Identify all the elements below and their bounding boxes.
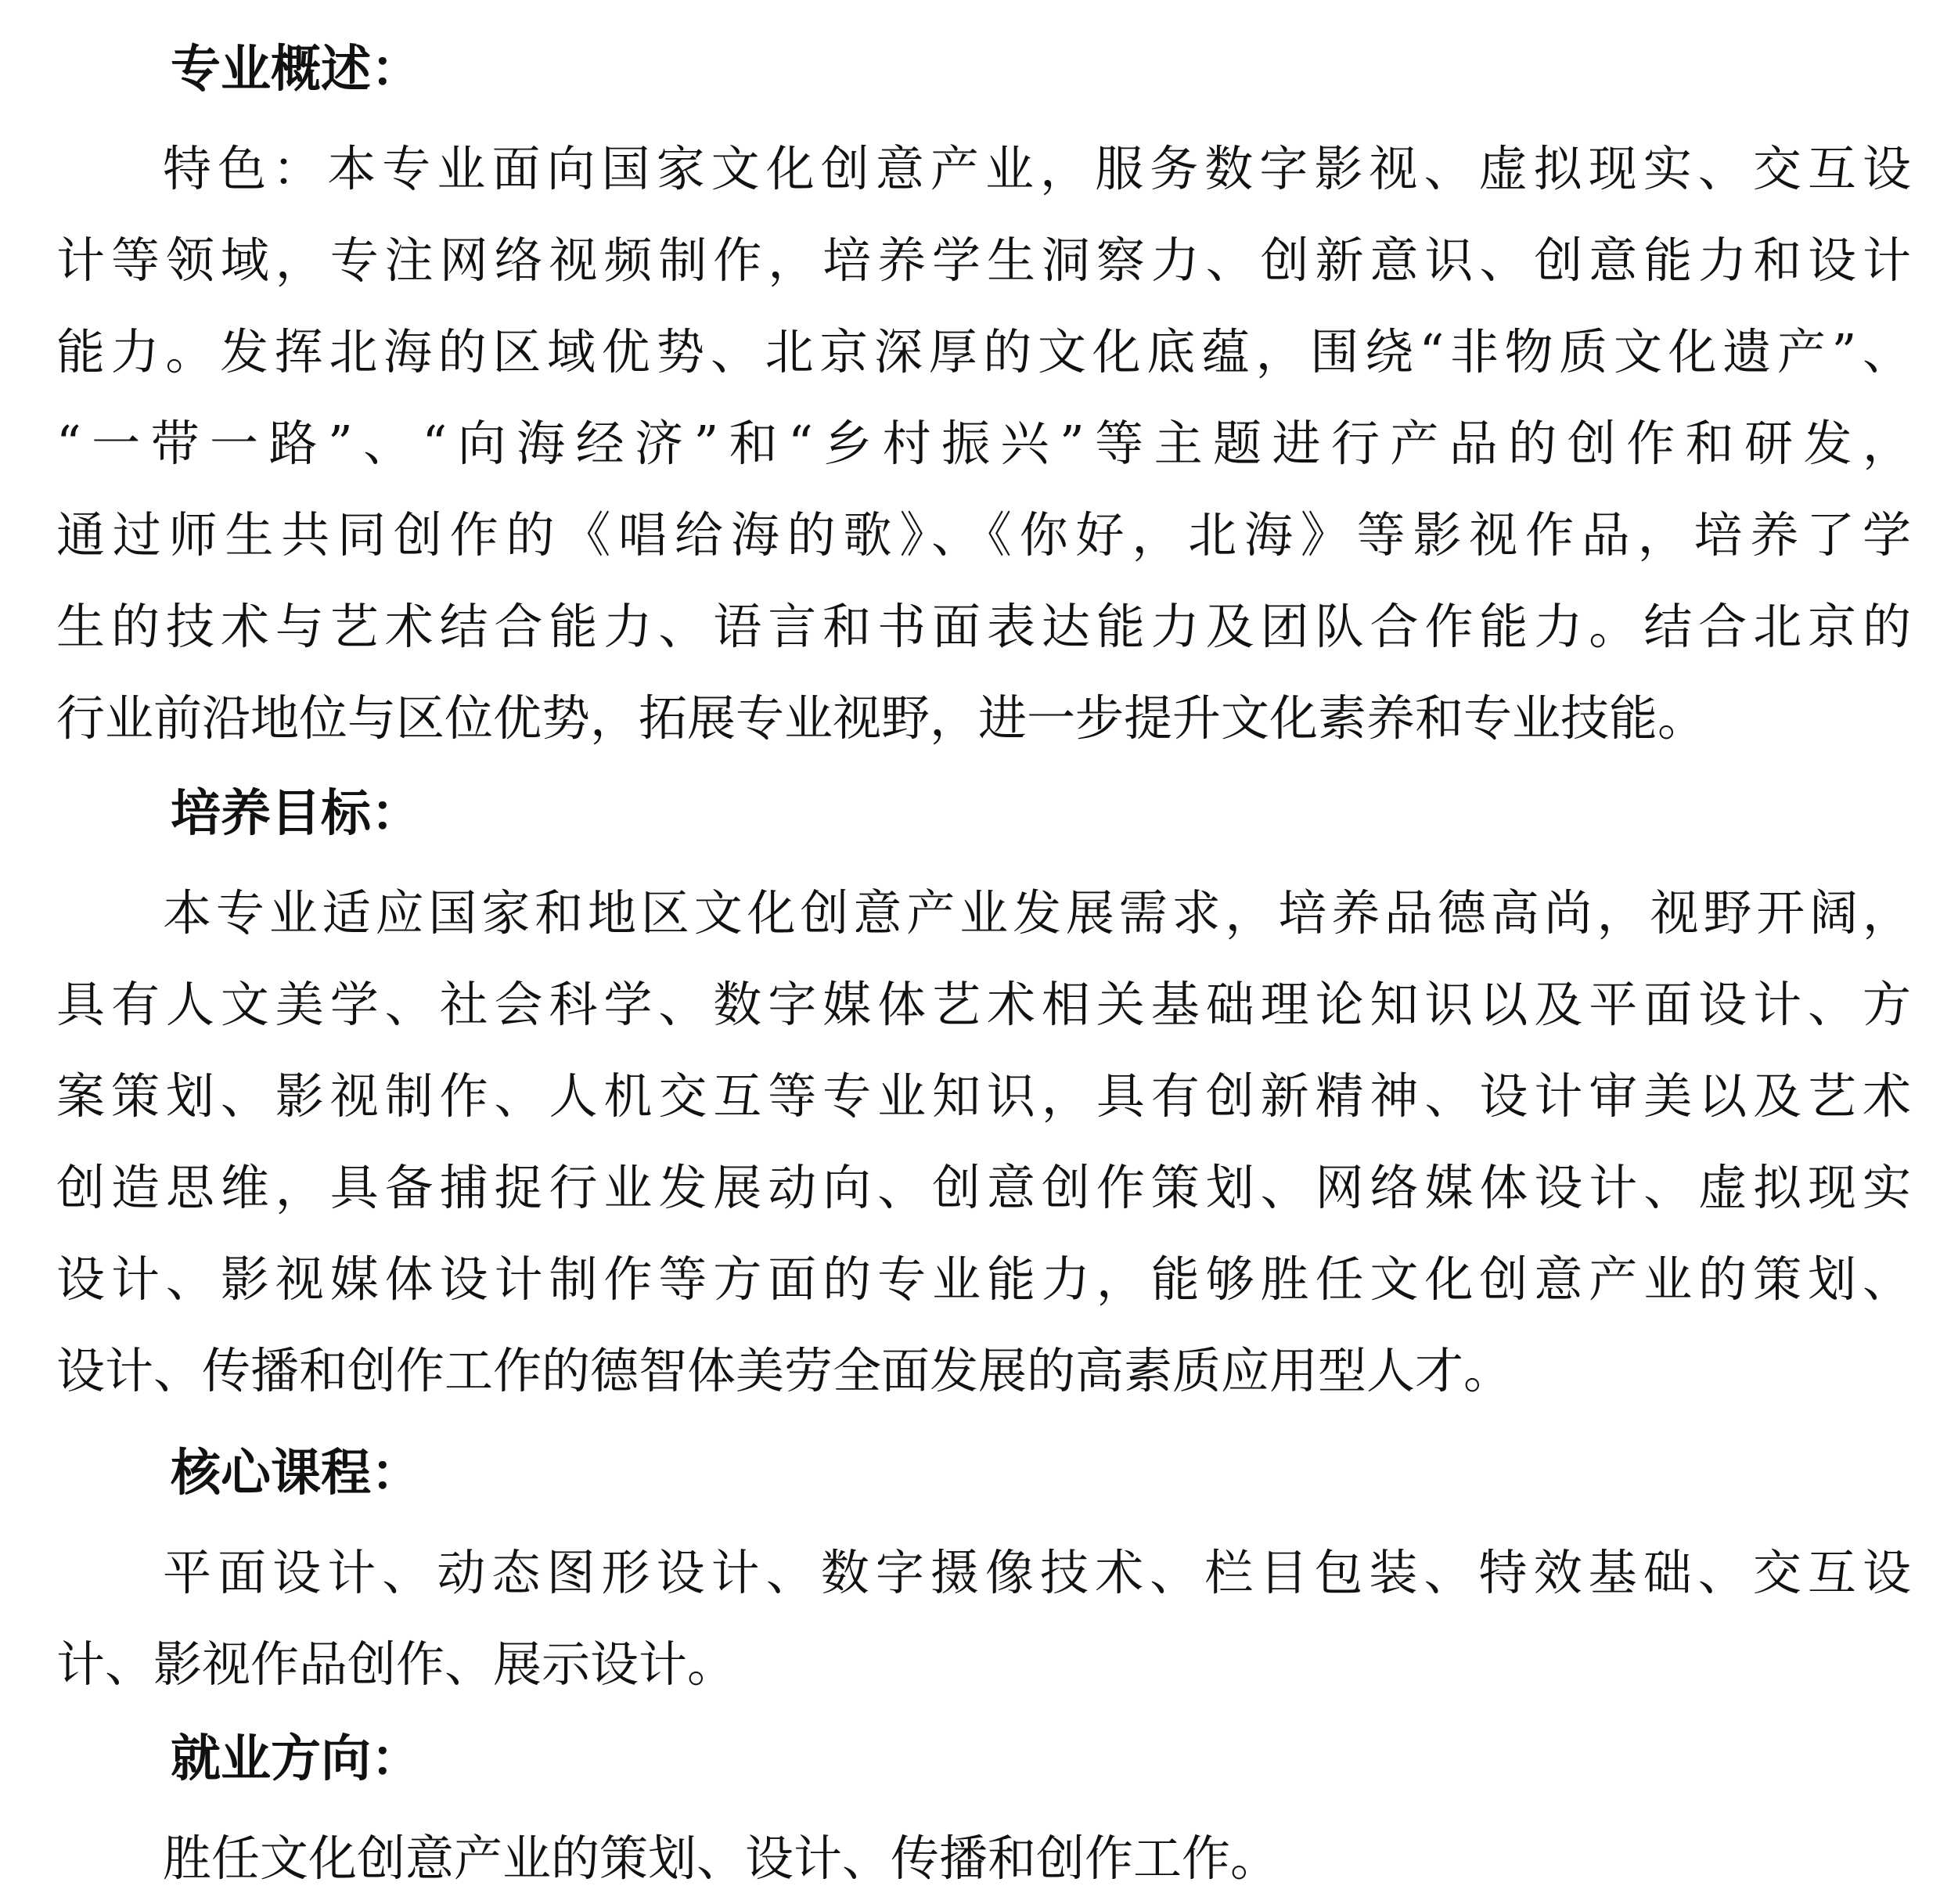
paragraph-line: 能力。发挥北海的区域优势、北京深厚的文化底蕴，围绕“非物质文化遗产”、 — [56, 323, 1911, 380]
paragraph-line: 计、影视作品创作、展示设计。 — [56, 1636, 736, 1693]
paragraph-line: 设计、传播和创作工作的德智体美劳全面发展的高素质应用型人才。 — [56, 1342, 1513, 1399]
paragraph-line: 通过师生共同创作的《唱给海的歌》、《你好，北海》等影视作品，培养了学 — [56, 506, 1911, 563]
paragraph-line: 具有人文美学、社会科学、数字媒体艺术相关基础理论知识以及平面设计、方 — [56, 976, 1911, 1033]
paragraph-line: 本专业适应国家和地区文化创意产业发展需求，培养品德高尚，视野开阔， — [163, 884, 1911, 941]
paragraph-line: 特色：本专业面向国家文化创意产业，服务数字影视、虚拟现实、交互设 — [163, 140, 1911, 197]
section-heading-career: 就业方向： — [171, 1730, 421, 1788]
section-heading-overview: 专业概述： — [171, 41, 421, 99]
section-heading-objectives: 培养目标： — [171, 785, 421, 843]
paragraph-line: 生的技术与艺术结合能力、语言和书面表达能力及团队合作能力。结合北京的 — [56, 598, 1911, 655]
paragraph-line: 设计、影视媒体设计制作等方面的专业能力，能够胜任文化创意产业的策划、 — [56, 1251, 1911, 1308]
paragraph-line: 胜任文化创意产业的策划、设计、传播和创作工作。 — [163, 1830, 1280, 1887]
paragraph-line: 案策划、影视制作、人机交互等专业知识，具有创新精神、设计审美以及艺术 — [56, 1067, 1911, 1125]
paragraph-line: 行业前沿地位与区位优势，拓展专业视野，进一步提升文化素养和专业技能。 — [56, 689, 1707, 747]
section-heading-core-courses: 核心课程： — [171, 1445, 421, 1503]
paragraph-line: “一带一路”、“向海经济”和“乡村振兴”等主题进行产品的创作和研发， — [56, 415, 1911, 472]
section-body-overview — [56, 123, 1911, 764]
section-body-objectives — [56, 867, 1911, 1416]
paragraph-line: 平面设计、动态图形设计、数字摄像技术、栏目包装、特效基础、交互设 — [163, 1544, 1911, 1601]
section-body-career — [56, 1812, 1911, 1904]
paragraph-line: 计等领域，专注网络视频制作，培养学生洞察力、创新意识、创意能力和设计 — [56, 232, 1911, 289]
section-body-core-courses — [56, 1527, 1911, 1710]
paragraph-line: 创造思维，具备捕捉行业发展动向、创意创作策划、网络媒体设计、虚拟现实 — [56, 1159, 1911, 1216]
